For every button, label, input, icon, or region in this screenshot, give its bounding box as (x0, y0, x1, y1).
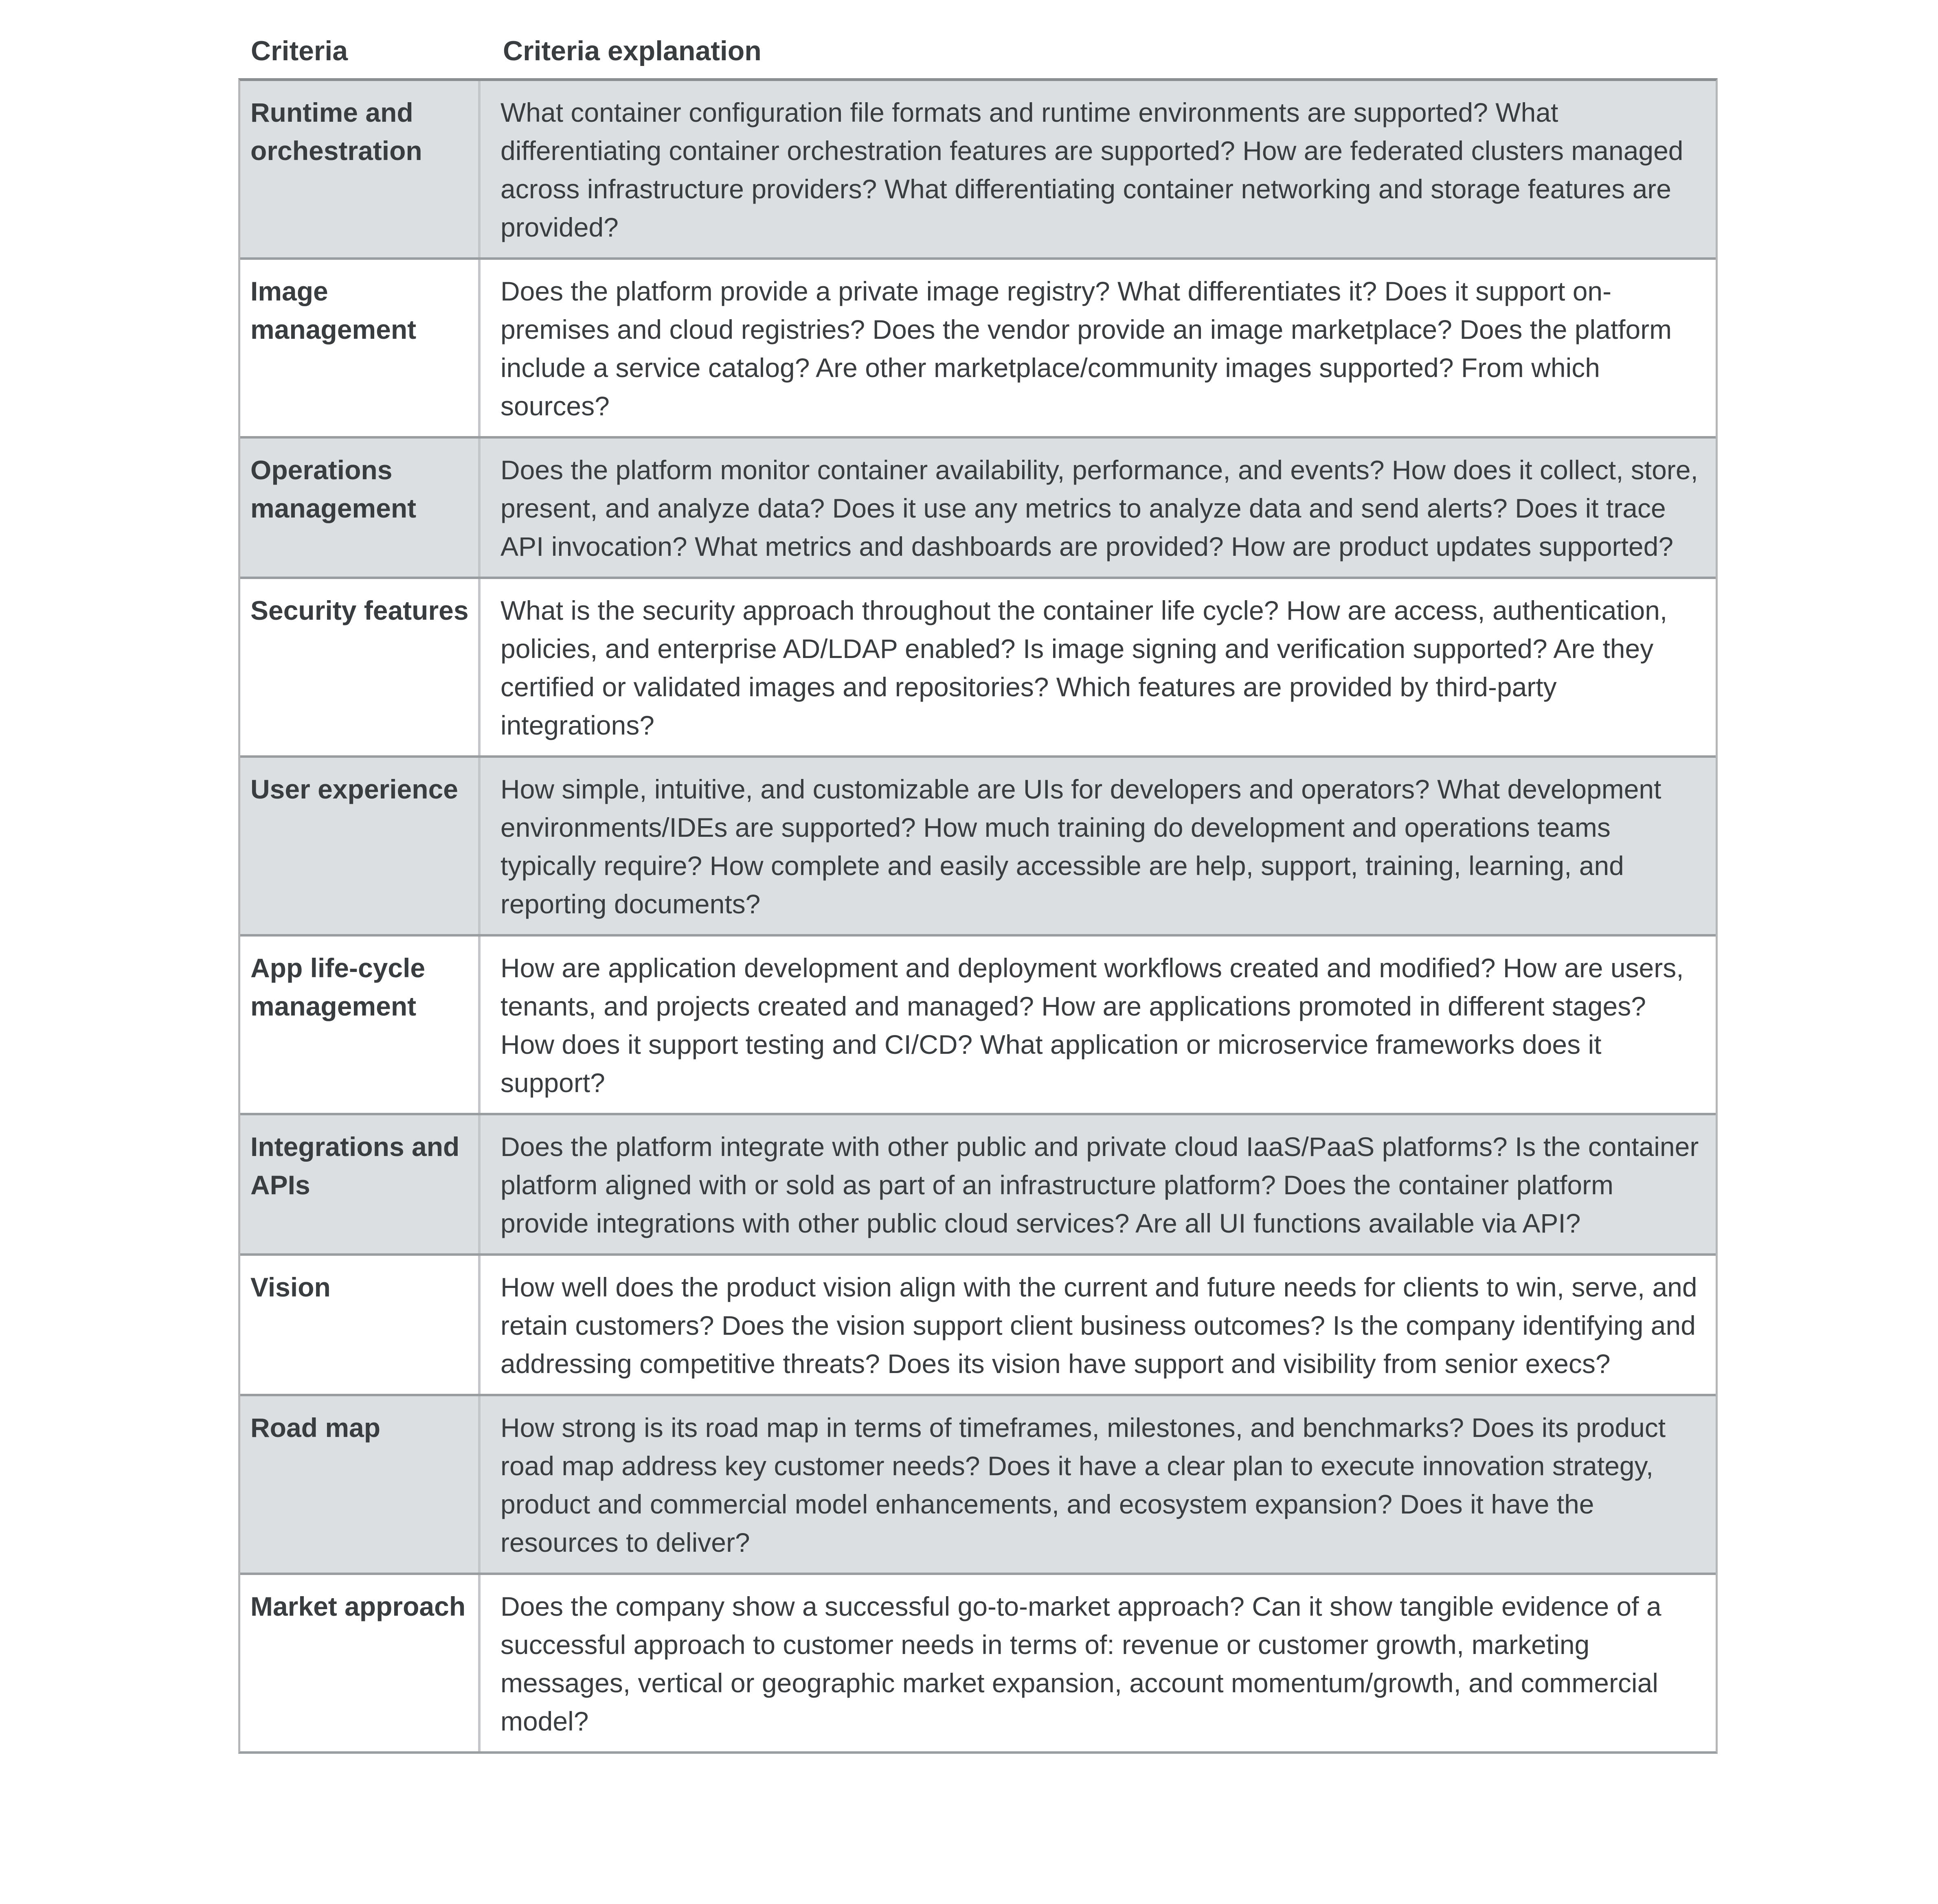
criteria-cell: Security features (240, 579, 481, 755)
criteria-cell: Vision (240, 1256, 481, 1394)
criteria-cell: App life-cycle management (240, 937, 481, 1113)
criteria-cell: Operations management (240, 439, 481, 577)
table-row (240, 1394, 1716, 1573)
table-row (240, 257, 1716, 436)
table-row (240, 577, 1716, 755)
criteria-cell: Road map (240, 1396, 481, 1573)
explanation-cell: Does the platform integrate with other public and private cloud IaaS/PaaS platforms? Is the container platform aligned with or sold as part of an infrastructure platform? Does the container platform provide integrations with other public cloud services? Are all UI functions available via API? (500, 1132, 1699, 1238)
explanation-cell: How well does the product vision align with the current and future needs for clients to win, serve, and retain customers? Does the vision support client business outcomes? Is the company identifying and addressing competitive threats? Does its vision have support and visibility from senior execs? (500, 1272, 1697, 1379)
table-row (240, 436, 1716, 577)
explanation-cell: Does the platform provide a private image registry? What differentiates it? Does it support on-premises and cloud registries? Does the vendor provide an image marketplace? Does the platform include a service catalog? Are other marketplace/community images supported? From which sources? (500, 276, 1672, 421)
explanation-cell: What is the security approach throughout the container life cycle? How are access, authentication, policies, and enterprise AD/LDAP enabled? Is image signing and verification supported? Are they certified or validated images and repositories? Which features are provided by third-party integrations? (500, 595, 1668, 740)
table-row (240, 755, 1716, 934)
column-header-criteria: Criteria (251, 35, 348, 66)
criteria-table (238, 32, 1718, 1754)
criteria-cell: Runtime and orchestration (240, 81, 481, 257)
criteria-cell: User experience (240, 758, 481, 934)
explanation-cell: How are application development and deployment workflows created and modified? How are users, tenants, and projects created and managed? How are applications promoted in different stages? How does it support testing and CI/CD? What application or microservice frameworks does it support? (500, 953, 1684, 1098)
table-row (240, 81, 1716, 257)
table-row (240, 1253, 1716, 1394)
explanation-cell: Does the company show a successful go-to-market approach? Can it show tangible evidence of a successful approach to customer needs in terms of: revenue or customer growth, marketing messages, vertical or geographic market expansion, account momentum/growth, and commercial model? (500, 1591, 1661, 1736)
table-body (238, 78, 1718, 1754)
table-header-row (238, 32, 1718, 78)
table-row (240, 1113, 1716, 1253)
column-header-criteria-explanation: Criteria explanation (503, 35, 762, 66)
explanation-cell: How simple, intuitive, and customizable are UIs for developers and operators? What development environments/IDEs are supported? How much training do development and operations teams typically require? How complete and easily accessible are help, support, training, learning, and reporting documents? (500, 774, 1661, 919)
explanation-cell: What container configuration file formats and runtime environments are supported? What differentiating container orchestration features are supported? How are federated clusters managed across infrastructure providers? What differentiating container networking and storage features are provided? (500, 97, 1683, 242)
explanation-cell: How strong is its road map in terms of timeframes, milestones, and benchmarks? Does its product road map address key customer needs? Does it have a clear plan to execute innovation strategy, product and commercial model enhancements, and ecosystem expansion? Does it have the resources to deliver? (500, 1413, 1666, 1557)
criteria-cell: Image management (240, 260, 481, 436)
table-row (240, 934, 1716, 1113)
criteria-cell: Market approach (240, 1575, 481, 1751)
table-row (240, 1573, 1716, 1751)
explanation-cell: Does the platform monitor container availability, performance, and events? How does it collect, store, present, and analyze data? Does it use any metrics to analyze data and send alerts? Does it trace API invocation? What metrics and dashboards are provided? How are product updates supported? (500, 455, 1698, 562)
criteria-cell: Integrations and APIs (240, 1115, 481, 1253)
